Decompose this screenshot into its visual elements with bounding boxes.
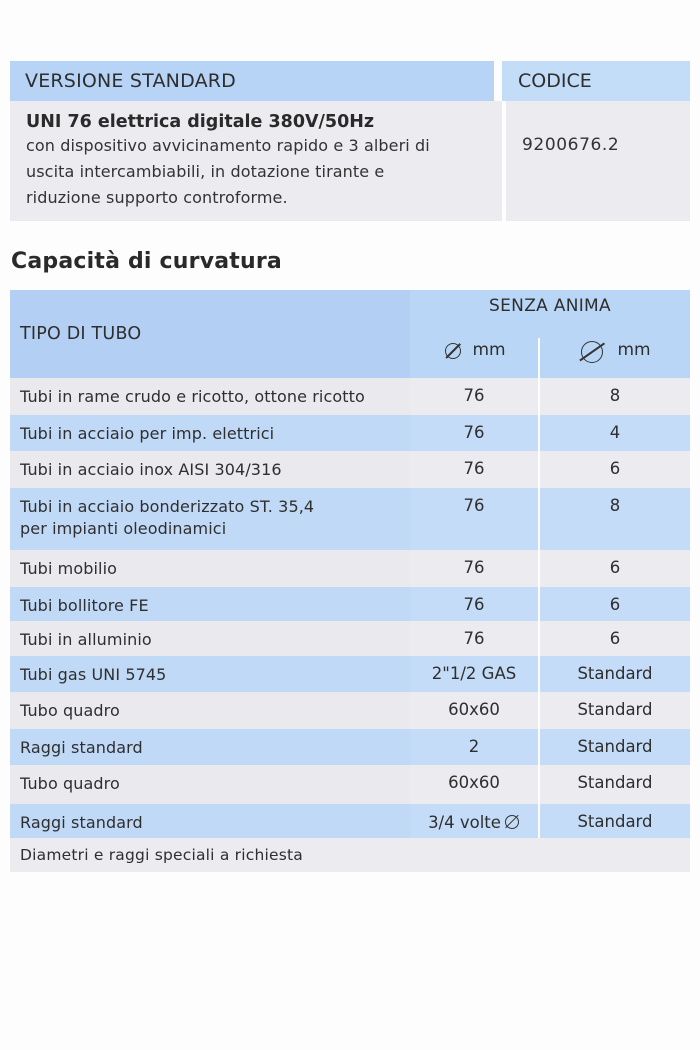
diameter-value: 76 bbox=[463, 496, 485, 515]
diameter-cell bbox=[410, 692, 540, 729]
tipo-line: Tubi bollitore FE bbox=[20, 596, 149, 615]
diameter-unit: mm bbox=[472, 340, 506, 360]
tipo-cell bbox=[10, 621, 410, 656]
thickness-cell: 6 bbox=[609, 558, 621, 577]
thickness-cell: Standard bbox=[577, 664, 653, 683]
version-column-header: VERSIONE STANDARD bbox=[10, 61, 498, 101]
diameter-thickness-icon bbox=[579, 340, 605, 364]
tipo-line: Tubi mobilio bbox=[20, 559, 118, 578]
diameter-cell bbox=[410, 656, 540, 692]
diameter-value: 76 bbox=[463, 558, 485, 577]
diameter-value: 2 bbox=[468, 737, 480, 756]
diameter-cell bbox=[410, 587, 540, 621]
tipo-column-header: TIPO DI TUBO bbox=[10, 290, 410, 378]
version-table-row bbox=[10, 101, 690, 221]
table-row bbox=[10, 550, 690, 587]
thickness-unit: mm bbox=[617, 340, 651, 360]
table-row bbox=[10, 729, 690, 765]
diameter-cell bbox=[410, 415, 540, 451]
diameter-value: 2"1/2 GAS bbox=[431, 664, 517, 683]
tipo-cell bbox=[10, 656, 410, 692]
product-title: UNI 76 elettrica digitale 380V/50Hz bbox=[26, 112, 375, 132]
tipo-line: Tubo quadro bbox=[20, 701, 120, 720]
diameter-value: 3/4 volte bbox=[428, 813, 501, 832]
tipo-line: Raggi standard bbox=[20, 813, 143, 832]
diameter-value: 76 bbox=[463, 629, 485, 648]
section-title: Capacità di curvatura bbox=[11, 249, 282, 274]
tipo-line: Tubi in acciaio per imp. elettrici bbox=[20, 424, 275, 443]
thickness-cell: Standard bbox=[577, 812, 653, 831]
tipo-line: Tubi in acciaio inox AISI 304/316 bbox=[20, 460, 282, 479]
table-row bbox=[10, 378, 690, 415]
thickness-cell: Standard bbox=[577, 773, 653, 792]
tipo-line: per impianti oleodinamici bbox=[20, 519, 227, 538]
table-row bbox=[10, 692, 690, 729]
product-description-cell bbox=[10, 101, 506, 221]
diameter-value: 60x60 bbox=[448, 773, 500, 792]
diameter-value: 60x60 bbox=[448, 700, 500, 719]
thickness-cell: Standard bbox=[577, 700, 653, 719]
diameter-cell bbox=[410, 550, 540, 587]
diameter-column-header bbox=[410, 340, 540, 378]
thickness-cell: 6 bbox=[609, 629, 621, 648]
diameter-value: 76 bbox=[463, 459, 485, 478]
tipo-cell bbox=[10, 692, 410, 729]
table-row bbox=[10, 488, 690, 550]
tipo-cell bbox=[10, 587, 410, 621]
senza-anima-header: SENZA ANIMA bbox=[489, 296, 611, 316]
tipo-cell bbox=[10, 550, 410, 587]
diameter-cell bbox=[410, 765, 540, 804]
thickness-cell: 8 bbox=[609, 386, 621, 405]
tipo-line: Tubi in acciaio bonderizzato ST. 35,4 bbox=[20, 497, 315, 516]
table-row bbox=[10, 451, 690, 488]
capacity-table-header bbox=[10, 290, 690, 378]
version-table-header bbox=[10, 61, 690, 101]
thickness-cell: Standard bbox=[577, 737, 653, 756]
thickness-cell: 6 bbox=[609, 459, 621, 478]
diameter-value: 76 bbox=[463, 423, 485, 442]
senza-anima-header-group bbox=[410, 290, 690, 378]
tipo-cell bbox=[10, 415, 410, 451]
product-description-line: con dispositivo avvicinamento rapido e 3 alberi di bbox=[26, 136, 430, 155]
diameter-cell bbox=[410, 729, 540, 765]
diameter-cell bbox=[410, 378, 540, 415]
product-description bbox=[26, 133, 502, 211]
table-row bbox=[10, 804, 690, 838]
tipo-line: Tubo quadro bbox=[20, 774, 120, 793]
tipo-cell bbox=[10, 804, 410, 838]
product-description-line: riduzione supporto controforme. bbox=[26, 188, 288, 207]
thickness-column-header bbox=[540, 340, 690, 378]
product-description-line: uscita intercambiabili, in dotazione tirante e bbox=[26, 162, 385, 181]
table-row bbox=[10, 656, 690, 692]
diameter-cell bbox=[410, 451, 540, 488]
product-code: 9200676.2 bbox=[506, 101, 690, 221]
tipo-cell bbox=[10, 765, 410, 804]
diameter-cell bbox=[410, 621, 540, 656]
tipo-line: Tubi in rame crudo e ricotto, ottone ricotto bbox=[20, 387, 365, 406]
diameter-value: 76 bbox=[463, 386, 485, 405]
tipo-line: Tubi gas UNI 5745 bbox=[20, 665, 167, 684]
diameter-cell bbox=[410, 488, 540, 550]
tipo-line: Tubi in alluminio bbox=[20, 630, 152, 649]
tipo-cell bbox=[10, 729, 410, 765]
diameter-icon bbox=[504, 814, 520, 830]
tipo-cell bbox=[10, 451, 410, 488]
table-row bbox=[10, 587, 690, 621]
tipo-cell bbox=[10, 378, 410, 415]
table-row bbox=[10, 621, 690, 656]
diameter-value: 76 bbox=[463, 595, 485, 614]
tipo-cell bbox=[10, 488, 410, 550]
capacity-table-body bbox=[10, 378, 690, 838]
table-row bbox=[10, 415, 690, 451]
table-row bbox=[10, 765, 690, 804]
thickness-cell: 4 bbox=[609, 423, 621, 442]
diameter-cell bbox=[410, 804, 540, 838]
thickness-cell: 8 bbox=[609, 496, 621, 515]
code-column-header: CODICE bbox=[502, 61, 690, 101]
diameter-icon bbox=[444, 342, 462, 360]
thickness-cell: 6 bbox=[609, 595, 621, 614]
version-table bbox=[10, 61, 690, 221]
footnote: Diametri e raggi speciali a richiesta bbox=[10, 838, 690, 872]
tipo-line: Raggi standard bbox=[20, 738, 143, 757]
capacity-table bbox=[10, 290, 690, 872]
